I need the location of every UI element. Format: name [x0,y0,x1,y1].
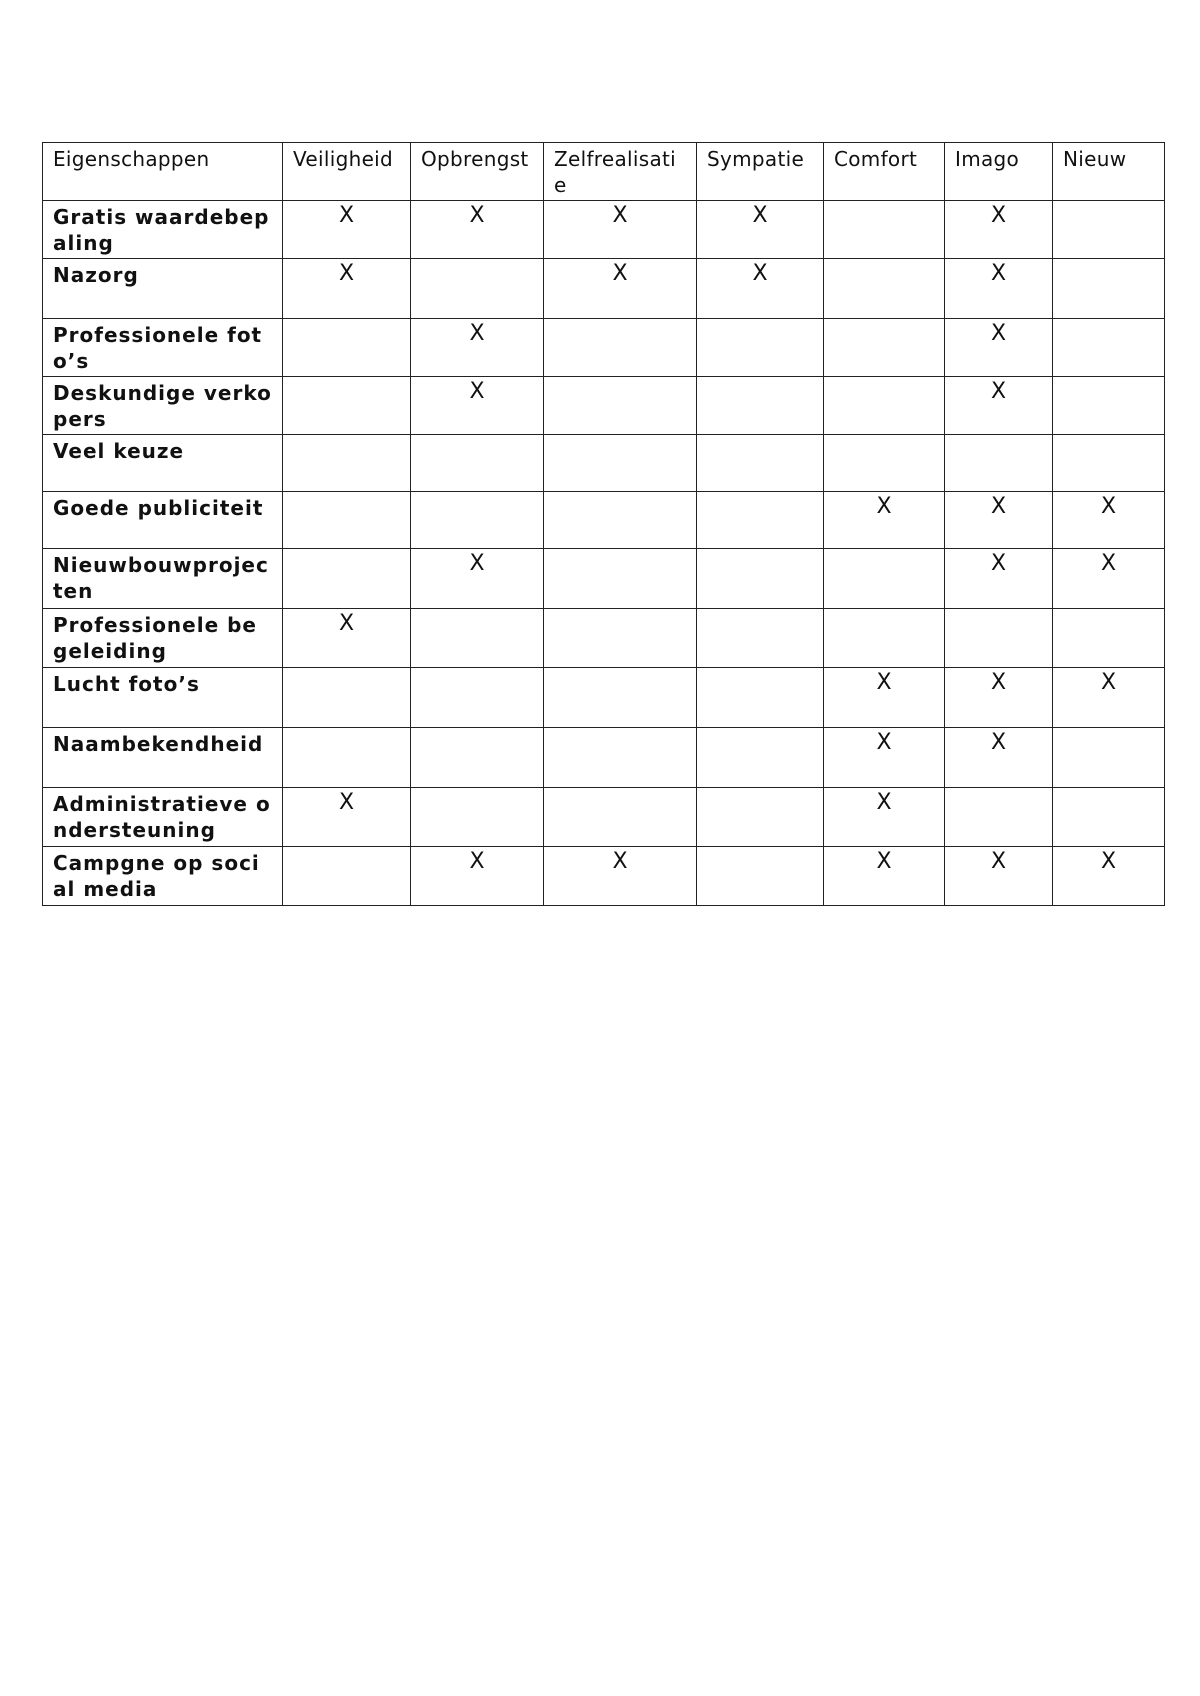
mark-cell: X [945,668,1053,728]
mark-cell [411,609,544,668]
mark-cell [1053,609,1165,668]
row-label: Professionele foto’s [43,319,283,377]
mark-cell [697,377,824,435]
mark-cell [411,259,544,319]
properties-matrix-body [43,143,1165,906]
table-row [43,319,1165,377]
mark-cell: X [283,609,411,668]
mark-cell: X [697,201,824,259]
mark-cell [283,319,411,377]
mark-cell [544,728,697,788]
header-eigenschappen: Eigenschappen [43,143,283,201]
mark-cell [544,609,697,668]
mark-cell: X [824,788,945,847]
mark-cell: X [945,377,1053,435]
mark-cell: X [945,549,1053,609]
mark-cell [283,435,411,492]
mark-cell [1053,377,1165,435]
mark-cell [697,668,824,728]
table-row [43,435,1165,492]
mark-cell: X [824,847,945,906]
mark-cell [824,377,945,435]
mark-cell [697,549,824,609]
row-label: Nazorg [43,259,283,319]
mark-cell [544,549,697,609]
mark-cell [1053,259,1165,319]
header-imago: Imago [945,143,1053,201]
header-sympatie: Sympatie [697,143,824,201]
mark-cell [697,319,824,377]
mark-cell [283,492,411,549]
mark-cell [945,609,1053,668]
row-label: Lucht foto’s [43,668,283,728]
mark-cell: X [283,259,411,319]
table-row [43,549,1165,609]
mark-cell [824,549,945,609]
mark-cell: X [1053,668,1165,728]
table-row [43,259,1165,319]
mark-cell [1053,435,1165,492]
row-label: Gratis waardebepaling [43,201,283,259]
table-row [43,847,1165,906]
row-label: Professionele begeleiding [43,609,283,668]
mark-cell: X [945,319,1053,377]
row-label: Veel keuze [43,435,283,492]
mark-cell: X [411,847,544,906]
mark-cell [283,668,411,728]
mark-cell: X [824,728,945,788]
mark-cell [283,728,411,788]
mark-cell [283,377,411,435]
mark-cell [411,435,544,492]
mark-cell [824,259,945,319]
row-label: Administratieve ondersteuning [43,788,283,847]
table-row [43,788,1165,847]
mark-cell [824,201,945,259]
mark-cell: X [945,259,1053,319]
mark-cell [1053,788,1165,847]
mark-cell [697,435,824,492]
mark-cell: X [1053,847,1165,906]
mark-cell [824,609,945,668]
header-veiligheid: Veiligheid [283,143,411,201]
mark-cell: X [283,788,411,847]
header-comfort: Comfort [824,143,945,201]
mark-cell [824,435,945,492]
mark-cell: X [1053,549,1165,609]
mark-cell [544,788,697,847]
table-row [43,492,1165,549]
mark-cell [411,668,544,728]
row-label: Deskundige verkopers [43,377,283,435]
mark-cell: X [945,492,1053,549]
mark-cell [697,492,824,549]
mark-cell [411,788,544,847]
mark-cell: X [411,549,544,609]
mark-cell [697,847,824,906]
mark-cell [544,668,697,728]
table-row [43,201,1165,259]
mark-cell [945,435,1053,492]
mark-cell: X [824,668,945,728]
mark-cell: X [544,201,697,259]
table-row [43,668,1165,728]
row-label: Naambekendheid [43,728,283,788]
mark-cell: X [544,847,697,906]
table-row [43,377,1165,435]
mark-cell: X [697,259,824,319]
mark-cell [1053,201,1165,259]
mark-cell [411,728,544,788]
mark-cell: X [945,201,1053,259]
mark-cell: X [824,492,945,549]
mark-cell [697,788,824,847]
properties-matrix-table [42,142,1165,906]
mark-cell: X [411,319,544,377]
mark-cell: X [1053,492,1165,549]
mark-cell [544,435,697,492]
header-row [43,143,1165,201]
table-row [43,609,1165,668]
mark-cell [283,549,411,609]
row-label: Campgne op social media [43,847,283,906]
mark-cell [544,377,697,435]
header-nieuw: Nieuw [1053,143,1165,201]
mark-cell [1053,728,1165,788]
mark-cell: X [945,847,1053,906]
mark-cell [411,492,544,549]
mark-cell: X [411,377,544,435]
mark-cell [1053,319,1165,377]
mark-cell [544,319,697,377]
mark-cell: X [945,728,1053,788]
mark-cell: X [283,201,411,259]
mark-cell: X [411,201,544,259]
mark-cell [697,728,824,788]
mark-cell [945,788,1053,847]
row-label: Goede publiciteit [43,492,283,549]
table-row [43,728,1165,788]
header-opbrengst: Opbrengst [411,143,544,201]
mark-cell [697,609,824,668]
mark-cell [544,492,697,549]
row-label: Nieuwbouwprojecten [43,549,283,609]
mark-cell: X [544,259,697,319]
header-zelfrealisatie: Zelfrealisatie [544,143,697,201]
mark-cell [283,847,411,906]
mark-cell [824,319,945,377]
